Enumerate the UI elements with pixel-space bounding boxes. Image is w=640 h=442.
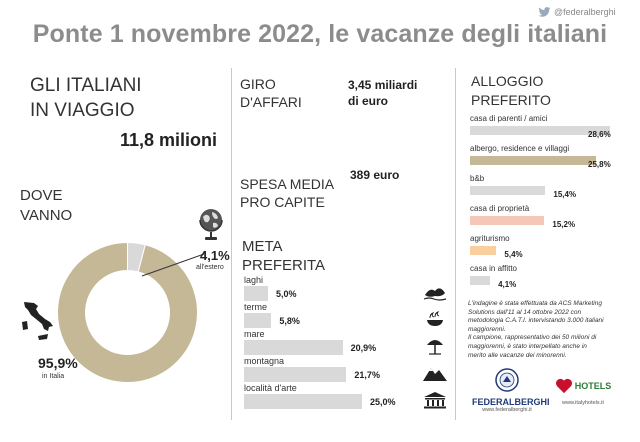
meta-bar (244, 367, 346, 382)
meta-bar (244, 313, 271, 328)
italyhotels-logo (548, 378, 618, 406)
footnote-line: maggiorenni. (468, 325, 506, 333)
divider-left (231, 68, 232, 420)
spending-value: 389 euro (350, 168, 400, 182)
footnote-line: Solutions dall'11 al 14 ottobre 2022 con (468, 308, 582, 316)
alloggio-heading: ALLOGGIO PREFERITO (471, 73, 551, 108)
alloggio-row (470, 114, 620, 139)
italy-label: in Italia (42, 373, 65, 380)
meta-bar (244, 286, 268, 301)
alloggio-category-label: agriturismo (470, 234, 510, 243)
meta-category-label: località d'arte (244, 383, 297, 393)
alloggio-bar (470, 186, 545, 195)
meta-value-label: 25,0% (370, 397, 396, 407)
footnote-line: maggiorenni, è stato interpellato anche in (468, 342, 587, 350)
federalberghi-emblem-icon (491, 368, 523, 392)
footnote-line: metodologia C.A.T.I. intervistando 3.000 italiani (468, 317, 604, 325)
abroad-pct: 4,1% (200, 248, 230, 263)
alloggio-value-label: 25,8% (588, 160, 611, 169)
italyhotels-url: www.italyhotels.it (562, 400, 604, 406)
alloggio-category-label: b&b (470, 174, 485, 183)
meta-value-label: 21,7% (354, 370, 380, 380)
alloggio-category-label: casa di proprietà (470, 204, 530, 213)
alloggio-row (470, 174, 620, 199)
travelers-value: 11,8 milioni (120, 130, 218, 150)
alloggio-bar (470, 216, 544, 225)
meta-bar-chart (244, 275, 452, 415)
twitter-handle-text: @federalberghi (554, 7, 616, 17)
meta-category-label: montagna (244, 356, 285, 366)
alloggio-bar-chart (470, 114, 610, 294)
alloggio-value-label: 4,1% (498, 280, 517, 289)
federalberghi-url: www.federalberghi.it (482, 407, 532, 413)
meta-value-label: 5,0% (276, 289, 297, 299)
heart-icon (555, 378, 573, 394)
footnote-line: L'indagine è stata effettuata da ACS Marketing (468, 300, 602, 307)
alloggio-bar (470, 156, 596, 165)
meta-category-label: terme (244, 302, 268, 312)
alloggio-row (470, 234, 620, 259)
meta-bar (244, 340, 343, 355)
mountain-icon (422, 364, 448, 382)
temple-icon (422, 391, 448, 409)
meta-row (244, 329, 452, 353)
travelers-heading: GLI ITALIANI IN VIAGGIO (30, 75, 142, 121)
meta-bar (244, 394, 362, 409)
footnote-line: Il campione, rappresentativo dei 50 milioni di (468, 334, 597, 342)
twitter-bird-icon (538, 7, 551, 17)
destination-heading: DOVE VANNO (20, 187, 73, 224)
federalberghi-logo-text: FEDERALBERGHI (472, 397, 550, 407)
business-heading: GIRO D'AFFARI (240, 76, 302, 110)
abroad-label: all'estero (196, 264, 224, 271)
alloggio-value-label: 15,2% (552, 220, 576, 229)
meta-value-label: 5,8% (279, 316, 300, 326)
beach-umbrella-icon (422, 337, 448, 355)
footnote-line: merito alle vacanze dei minorenni. (468, 351, 567, 359)
business-value: 3,45 miliardi di euro (348, 78, 418, 108)
meta-row (244, 275, 452, 299)
spa-icon (422, 310, 448, 328)
lake-icon (422, 283, 448, 301)
alloggio-category-label: casa in affitto (470, 264, 517, 273)
alloggio-bar (470, 276, 490, 285)
alloggio-row (470, 204, 620, 229)
alloggio-row (470, 264, 620, 289)
meta-row (244, 383, 452, 407)
twitter-handle (538, 7, 616, 17)
alloggio-row (470, 144, 620, 169)
meta-category-label: laghi (244, 275, 264, 285)
federalberghi-logo (472, 368, 550, 413)
alloggio-category-label: albergo, residence e villaggi (470, 144, 570, 153)
alloggio-value-label: 15,4% (553, 190, 577, 199)
meta-row (244, 302, 452, 326)
italy-map-icon (18, 300, 58, 345)
meta-heading: META PREFERITA (242, 238, 326, 274)
italy-pct: 95,9% (38, 355, 78, 371)
meta-category-label: mare (244, 329, 265, 339)
divider-right (455, 68, 456, 420)
survey-footnote (468, 300, 618, 360)
spending-heading: SPESA MEDIA PRO CAPITE (240, 176, 335, 210)
alloggio-value-label: 5,4% (504, 250, 523, 259)
alloggio-value-label: 28,6% (588, 130, 611, 139)
alloggio-category-label: casa di parenti / amici (470, 114, 548, 123)
meta-value-label: 20,9% (350, 343, 377, 353)
italyhotels-logo-text: HOTELS (574, 381, 612, 391)
page-title: Ponte 1 novembre 2022, le vacanze degli italiani (32, 20, 608, 48)
globe-icon (196, 205, 226, 245)
meta-row (244, 356, 452, 380)
alloggio-bar (470, 246, 496, 255)
